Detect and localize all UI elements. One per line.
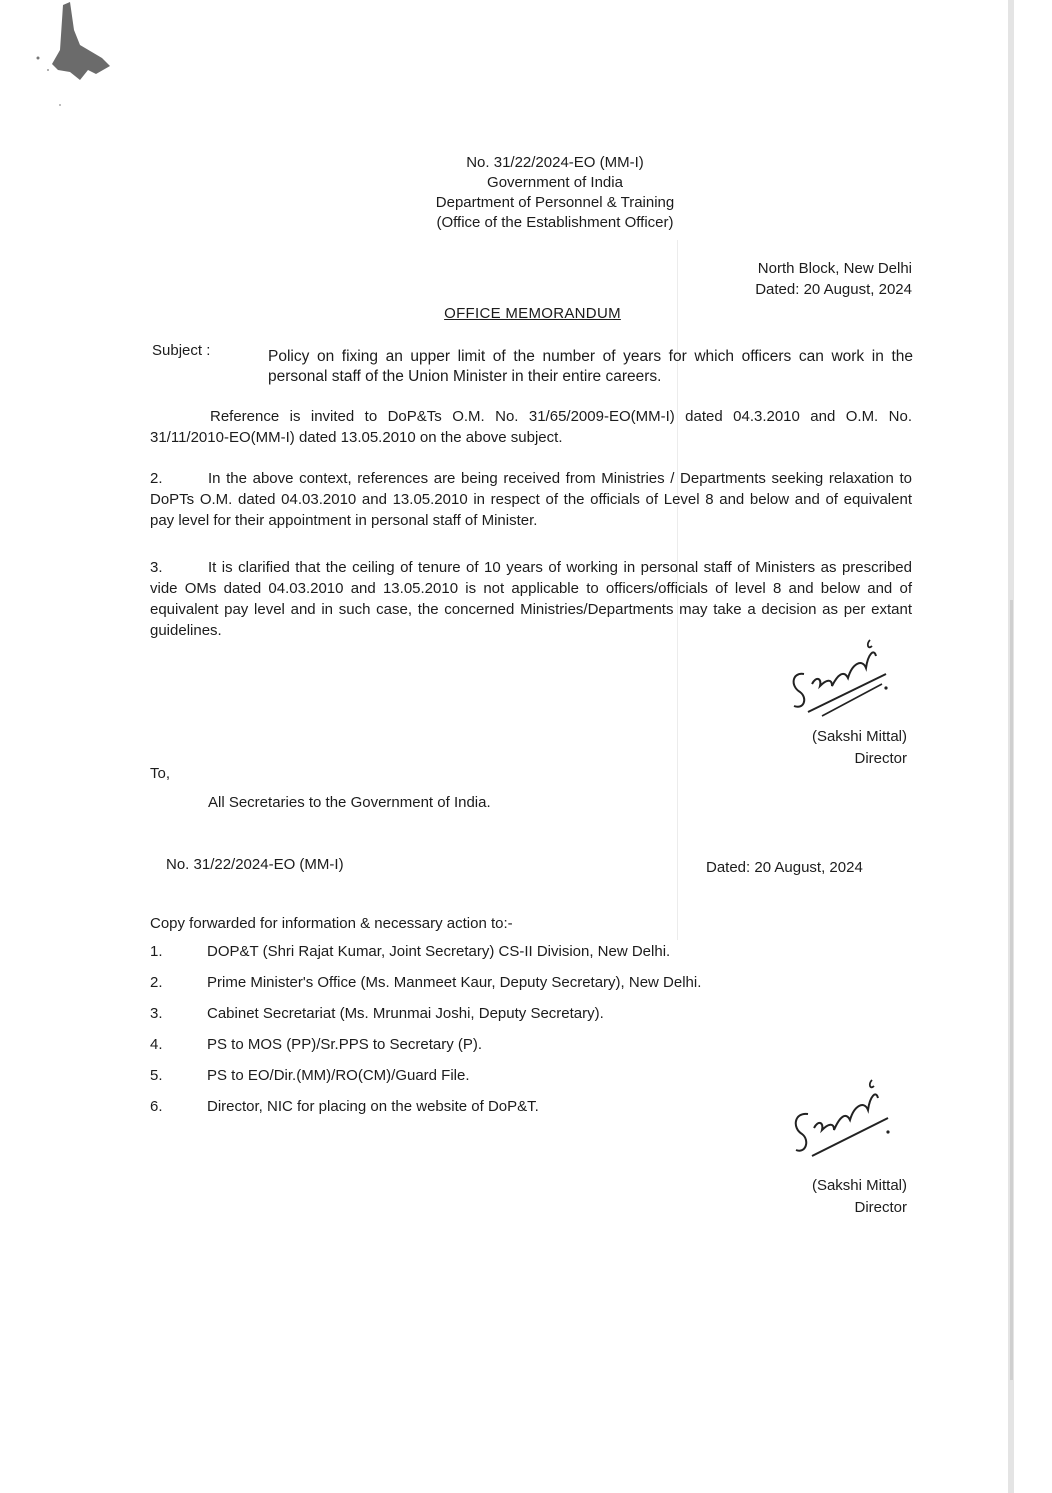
list-item-text: Director, NIC for placing on the website of DoP&T. (207, 1098, 539, 1115)
place: North Block, New Delhi (757, 260, 912, 277)
government-name: Government of India (487, 174, 623, 191)
signatory-name: (Sakshi Mittal) (811, 1177, 907, 1194)
to-label: To, (150, 765, 171, 782)
handwritten-signature (782, 634, 892, 719)
addressee: All Secretaries to the Government of India. (208, 794, 491, 811)
signatory-name: (Sakshi Mittal) (811, 728, 907, 745)
date: Dated: 20 August, 2024 (755, 281, 912, 298)
list-item (150, 1036, 930, 1067)
letterhead (320, 153, 790, 233)
office-name: (Office of the Establishment Officer) (436, 214, 674, 231)
signatory-block (812, 726, 907, 770)
list-item-number: 3. (150, 1005, 163, 1022)
document-title: OFFICE MEMORANDUM (444, 305, 621, 322)
scan-edge-shadow (1008, 0, 1014, 1493)
copy-date: Dated: 20 August, 2024 (706, 859, 863, 876)
list-item (150, 974, 930, 1005)
list-item-text: DOP&T (Shri Rajat Kumar, Joint Secretary) CS-II Division, New Delhi. (207, 943, 671, 960)
paragraph-text: In the above context, references are being received from Ministries / Departments seeking relaxation to DoPTs O.M. dated 04.03.2010 and 13.05.2010 in respect of the officials of Level 8 and below and of equivalent pay level for their appointment in personal staff of Minister. (150, 470, 912, 529)
list-item-number: 1. (150, 943, 163, 960)
list-item-text: PS to MOS (PP)/Sr.PPS to Secretary (P). (207, 1036, 483, 1053)
list-item (150, 943, 930, 974)
paragraph-number: 2. (150, 470, 163, 487)
subject-label: Subject : (152, 342, 211, 359)
scan-smudge-mark (30, 0, 120, 110)
list-item-number: 2. (150, 974, 163, 991)
paragraph-1: Reference is invited to DoP&Ts O.M. No. 31/65/2009-EO(MM-I) dated 04.3.2010 and O.M. No. 31/11/2010-EO(MM-I) dated 13.05.2010 on the above subject. (150, 408, 912, 446)
list-item-number: 4. (150, 1036, 163, 1053)
place-date-block (755, 258, 912, 300)
paragraph-number: 3. (150, 559, 163, 576)
list-item-text: PS to EO/Dir.(MM)/RO(CM)/Guard File. (207, 1067, 470, 1084)
file-number: No. 31/22/2024-EO (MM-I) (466, 154, 644, 171)
paragraph-text: It is clarified that the ceiling of tenure of 10 years of working in personal staff of Ministers as prescribed vide OMs dated 04.03.2010 and 13.05.2010 is not applicable to officers/officials of level 8 and below and of equivalent pay level and in such case, the concerned Ministries/Departments may take a decision as per extant guidelines. (150, 559, 912, 639)
handwritten-signature (782, 1076, 892, 1161)
paragraph-2 (150, 468, 912, 531)
list-item (150, 1005, 930, 1036)
list-item-number: 5. (150, 1067, 163, 1084)
list-item-text: Cabinet Secretariat (Ms. Mrunmai Joshi, Deputy Secretary). (207, 1005, 604, 1022)
signatory-block (812, 1175, 907, 1219)
signatory-designation: Director (854, 1199, 907, 1216)
list-item-number: 6. (150, 1098, 163, 1115)
subject-text: Policy on fixing an upper limit of the number of years for which officers can work in the personal staff of the Union Minister in their entire careers. (268, 348, 913, 385)
list-item-text: Prime Minister's Office (Ms. Manmeet Kaur, Deputy Secretary), New Delhi. (207, 974, 702, 991)
signatory-designation: Director (854, 750, 907, 767)
copy-intro: Copy forwarded for information & necessary action to:- (150, 915, 513, 932)
paragraph-3 (150, 557, 912, 641)
copy-file-number: No. 31/22/2024-EO (MM-I) (166, 856, 344, 873)
department-name: Department of Personnel & Training (435, 194, 675, 211)
